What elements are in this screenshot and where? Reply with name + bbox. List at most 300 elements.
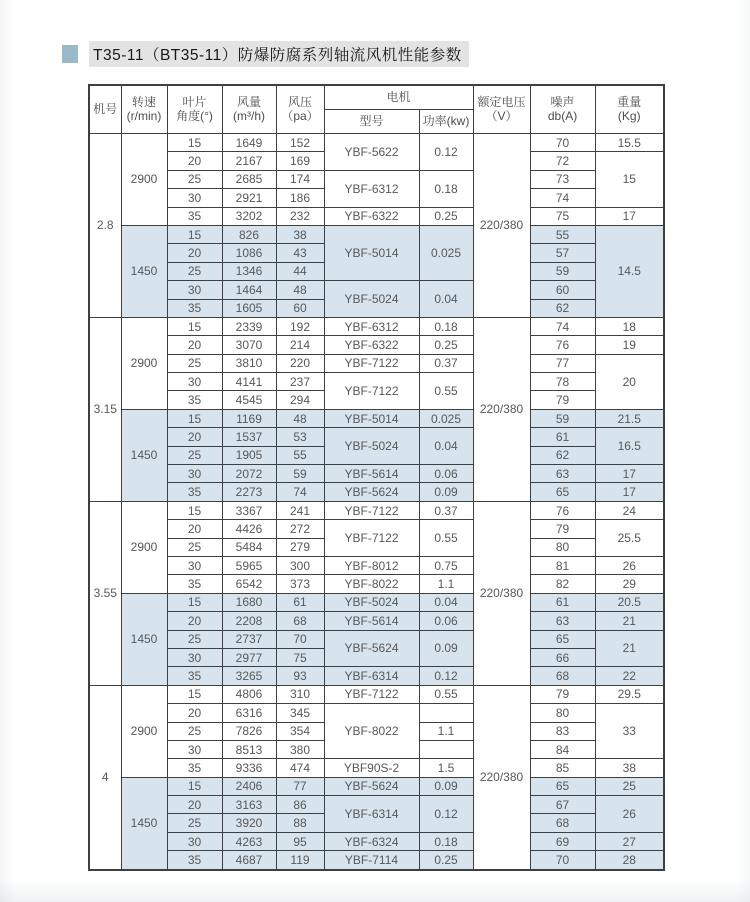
- cell-air-pressure: 55: [276, 446, 324, 464]
- cell-blade-angle: 20: [167, 612, 222, 630]
- cell-weight: 26: [595, 796, 664, 833]
- cell-weight: 16.5: [595, 428, 664, 465]
- cell-blade-angle: 30: [167, 373, 222, 391]
- cell-weight: 17: [595, 483, 664, 501]
- cell-blade-angle: 20: [167, 704, 222, 722]
- cell-air-volume: 3070: [222, 336, 276, 354]
- cell-weight: 28: [595, 851, 664, 870]
- table-row: [89, 134, 664, 152]
- cell-air-volume: 5965: [222, 556, 276, 574]
- cell-speed: 2900: [121, 501, 167, 593]
- cell-noise: 72: [530, 152, 595, 170]
- cell-air-volume: 3920: [222, 814, 276, 832]
- cell-weight: 29.5: [595, 685, 664, 703]
- cell-air-pressure: 59: [276, 465, 324, 483]
- cell-weight: 20: [595, 354, 664, 409]
- cell-air-volume: 4141: [222, 373, 276, 391]
- cell-air-pressure: 93: [276, 667, 324, 685]
- cell-blade-angle: 15: [167, 685, 222, 703]
- cell-noise: 80: [530, 538, 595, 556]
- header-noise-line2: db(A): [547, 108, 578, 123]
- cell-noise: 82: [530, 575, 595, 593]
- table-row: [89, 685, 664, 703]
- cell-air-volume: 2339: [222, 317, 276, 335]
- cell-motor-power: 0.12: [419, 667, 473, 685]
- cell-motor-model: YBF-5624: [324, 630, 419, 667]
- header-weight-line1: 重量: [617, 94, 642, 109]
- cell-weight: 33: [595, 704, 664, 759]
- cell-air-volume: 4426: [222, 520, 276, 538]
- cell-air-volume: 7826: [222, 722, 276, 740]
- cell-air-volume: 3163: [222, 796, 276, 814]
- cell-air-pressure: 474: [276, 759, 324, 777]
- cell-noise: 61: [530, 593, 595, 611]
- cell-air-volume: 4806: [222, 685, 276, 703]
- table-row: [89, 336, 664, 354]
- cell-motor-power: [419, 704, 473, 722]
- cell-noise: 80: [530, 704, 595, 722]
- cell-weight: 38: [595, 759, 664, 777]
- cell-weight: 14.5: [595, 225, 664, 317]
- cell-motor-power: 0.25: [419, 851, 473, 870]
- cell-motor-model: YBF-8022: [324, 575, 419, 593]
- table-row: [89, 409, 664, 427]
- cell-air-volume: 2273: [222, 483, 276, 501]
- table-row: [89, 777, 664, 795]
- cell-noise: 70: [530, 851, 595, 870]
- cell-motor-model: YBF-8012: [324, 556, 419, 574]
- cell-air-pressure: 60: [276, 299, 324, 317]
- cell-motor-model: YBF-5614: [324, 612, 419, 630]
- cell-voltage: 220/380: [473, 317, 530, 501]
- table-row: [89, 759, 664, 777]
- cell-air-pressure: 373: [276, 575, 324, 593]
- cell-motor-model: YBF-5624: [324, 777, 419, 795]
- cell-motor-model: YBF-5014: [324, 409, 419, 427]
- cell-blade-angle: 30: [167, 281, 222, 299]
- cell-blade-angle: 35: [167, 391, 222, 409]
- cell-air-pressure: 53: [276, 428, 324, 446]
- cell-speed: 1450: [121, 225, 167, 317]
- cell-motor-power: 0.18: [419, 170, 473, 207]
- cell-blade-angle: 20: [167, 152, 222, 170]
- cell-blade-angle: 20: [167, 244, 222, 262]
- header-weight-line2: (Kg): [617, 108, 641, 123]
- cell-motor-power: 0.55: [419, 685, 473, 703]
- cell-noise: 63: [530, 465, 595, 483]
- cell-air-volume: 1605: [222, 299, 276, 317]
- table-row: [89, 667, 664, 685]
- header-voltage-line2: （V）: [485, 108, 518, 123]
- cell-air-volume: 2921: [222, 189, 276, 207]
- cell-blade-angle: 15: [167, 317, 222, 335]
- cell-air-volume: 3265: [222, 667, 276, 685]
- cell-air-volume: 9336: [222, 759, 276, 777]
- cell-noise: 74: [530, 189, 595, 207]
- cell-weight: 15.5: [595, 134, 664, 152]
- header-machine-no: 机号: [89, 85, 121, 134]
- cell-blade-angle: 30: [167, 465, 222, 483]
- table-row: [89, 483, 664, 501]
- table-row: [89, 465, 664, 483]
- cell-noise: 79: [530, 685, 595, 703]
- cell-air-pressure: 232: [276, 207, 324, 225]
- cell-noise: 83: [530, 722, 595, 740]
- cell-weight: 20.5: [595, 593, 664, 611]
- table-row: [89, 593, 664, 611]
- cell-motor-power: 0.37: [419, 354, 473, 372]
- cell-motor-power: 0.25: [419, 207, 473, 225]
- cell-air-pressure: 68: [276, 612, 324, 630]
- table-row: [89, 612, 664, 630]
- cell-motor-model: YBF90S-2: [324, 759, 419, 777]
- cell-motor-model: YBF-5024: [324, 281, 419, 318]
- cell-air-pressure: 88: [276, 814, 324, 832]
- header-pressure-line1: 风压: [287, 94, 312, 109]
- cell-air-volume: 6542: [222, 575, 276, 593]
- table-row: [89, 796, 664, 814]
- cell-air-pressure: 241: [276, 501, 324, 519]
- cell-air-volume: 2737: [222, 630, 276, 648]
- cell-motor-model: YBF-6322: [324, 336, 419, 354]
- cell-motor-power: 0.025: [419, 409, 473, 427]
- cell-blade-angle: 15: [167, 777, 222, 795]
- cell-air-volume: 826: [222, 225, 276, 243]
- cell-noise: 59: [530, 262, 595, 280]
- table-row: [89, 704, 664, 722]
- header-weight: [595, 85, 664, 134]
- cell-air-pressure: 310: [276, 685, 324, 703]
- table-row: [89, 851, 664, 870]
- cell-air-volume: 1086: [222, 244, 276, 262]
- cell-noise: 77: [530, 354, 595, 372]
- cell-air-volume: 2167: [222, 152, 276, 170]
- cell-noise: 61: [530, 428, 595, 446]
- cell-air-volume: 3202: [222, 207, 276, 225]
- cell-air-pressure: 345: [276, 704, 324, 722]
- header-air-pressure: [276, 85, 324, 134]
- header-voltage: [473, 85, 530, 134]
- cell-weight: 22: [595, 667, 664, 685]
- cell-motor-power: 0.75: [419, 556, 473, 574]
- cell-noise: 75: [530, 207, 595, 225]
- cell-motor-model: YBF-5014: [324, 225, 419, 280]
- fan-performance-table: [88, 84, 665, 871]
- header-voltage-line1: 额定电压: [477, 94, 526, 109]
- title-marker-icon: [62, 45, 78, 63]
- cell-air-pressure: 70: [276, 630, 324, 648]
- cell-voltage: 220/380: [473, 134, 530, 318]
- table-row: [89, 556, 664, 574]
- cell-blade-angle: 20: [167, 520, 222, 538]
- cell-blade-angle: 25: [167, 354, 222, 372]
- cell-blade-angle: 35: [167, 851, 222, 870]
- cell-air-volume: 4687: [222, 851, 276, 870]
- cell-motor-model: YBF-7122: [324, 685, 419, 703]
- cell-air-volume: 2977: [222, 648, 276, 666]
- cell-blade-angle: 25: [167, 538, 222, 556]
- cell-air-volume: 2406: [222, 777, 276, 795]
- header-blade-angle: [167, 85, 222, 134]
- cell-machine-no: 3.15: [89, 317, 121, 501]
- cell-air-pressure: 43: [276, 244, 324, 262]
- table-row: [89, 520, 664, 538]
- cell-air-pressure: 237: [276, 373, 324, 391]
- cell-motor-power: [419, 740, 473, 758]
- cell-air-pressure: 220: [276, 354, 324, 372]
- cell-motor-model: YBF-7122: [324, 520, 419, 557]
- cell-motor-power: 1.1: [419, 722, 473, 740]
- cell-air-volume: 1537: [222, 428, 276, 446]
- cell-blade-angle: 25: [167, 722, 222, 740]
- cell-air-pressure: 44: [276, 262, 324, 280]
- cell-air-pressure: 38: [276, 225, 324, 243]
- table-row: [89, 575, 664, 593]
- cell-weight: 15: [595, 152, 664, 207]
- cell-air-pressure: 77: [276, 777, 324, 795]
- table-row: [89, 225, 664, 243]
- cell-blade-angle: 15: [167, 409, 222, 427]
- cell-blade-angle: 30: [167, 832, 222, 850]
- cell-noise: 81: [530, 556, 595, 574]
- cell-blade-angle: 25: [167, 814, 222, 832]
- header-noise-line1: 噪声: [550, 94, 575, 109]
- table-row: [89, 354, 664, 372]
- cell-motor-power: 0.025: [419, 225, 473, 280]
- cell-noise: 84: [530, 740, 595, 758]
- cell-noise: 85: [530, 759, 595, 777]
- cell-air-pressure: 192: [276, 317, 324, 335]
- cell-air-pressure: 272: [276, 520, 324, 538]
- cell-air-volume: 6316: [222, 704, 276, 722]
- cell-air-pressure: 74: [276, 483, 324, 501]
- cell-air-pressure: 48: [276, 409, 324, 427]
- cell-weight: 27: [595, 832, 664, 850]
- cell-motor-model: YBF-6314: [324, 667, 419, 685]
- cell-machine-no: 3.55: [89, 501, 121, 685]
- header-angle-line1: 叶片: [182, 94, 207, 109]
- cell-blade-angle: 25: [167, 262, 222, 280]
- cell-motor-power: 0.37: [419, 501, 473, 519]
- cell-motor-power: 0.04: [419, 281, 473, 318]
- table-row: [89, 373, 664, 391]
- cell-motor-model: YBF-7114: [324, 851, 419, 870]
- cell-motor-power: 0.09: [419, 630, 473, 667]
- cell-noise: 79: [530, 391, 595, 409]
- header-motor: 电机: [324, 85, 473, 110]
- header-air-volume: [222, 85, 276, 134]
- cell-blade-angle: 35: [167, 483, 222, 501]
- cell-motor-model: YBF-5622: [324, 134, 419, 171]
- cell-air-pressure: 75: [276, 648, 324, 666]
- cell-motor-model: YBF-7122: [324, 373, 419, 410]
- cell-motor-power: 0.06: [419, 612, 473, 630]
- cell-air-volume: 1680: [222, 593, 276, 611]
- cell-blade-angle: 30: [167, 648, 222, 666]
- cell-machine-no: 2.8: [89, 134, 121, 318]
- cell-blade-angle: 35: [167, 299, 222, 317]
- cell-voltage: 220/380: [473, 501, 530, 685]
- cell-noise: 76: [530, 501, 595, 519]
- cell-speed: 1450: [121, 409, 167, 501]
- cell-blade-angle: 20: [167, 336, 222, 354]
- cell-blade-angle: 15: [167, 501, 222, 519]
- cell-air-volume: 2208: [222, 612, 276, 630]
- cell-motor-power: 1.1: [419, 575, 473, 593]
- cell-air-pressure: 169: [276, 152, 324, 170]
- cell-air-pressure: 354: [276, 722, 324, 740]
- cell-noise: 74: [530, 317, 595, 335]
- cell-motor-model: YBF-5024: [324, 428, 419, 465]
- cell-air-volume: 4263: [222, 832, 276, 850]
- cell-blade-angle: 30: [167, 556, 222, 574]
- table-row: [89, 428, 664, 446]
- cell-noise: 55: [530, 225, 595, 243]
- cell-motor-power: 0.09: [419, 483, 473, 501]
- cell-noise: 62: [530, 299, 595, 317]
- cell-air-volume: 1649: [222, 134, 276, 152]
- cell-blade-angle: 15: [167, 134, 222, 152]
- cell-weight: 21: [595, 612, 664, 630]
- cell-air-volume: 1464: [222, 281, 276, 299]
- cell-weight: 29: [595, 575, 664, 593]
- cell-weight: 19: [595, 336, 664, 354]
- cell-noise: 65: [530, 630, 595, 648]
- cell-noise: 68: [530, 667, 595, 685]
- cell-weight: 18: [595, 317, 664, 335]
- cell-air-volume: 5484: [222, 538, 276, 556]
- cell-blade-angle: 15: [167, 225, 222, 243]
- cell-motor-power: 0.55: [419, 373, 473, 410]
- cell-blade-angle: 35: [167, 575, 222, 593]
- cell-air-pressure: 294: [276, 391, 324, 409]
- cell-speed: 1450: [121, 593, 167, 685]
- cell-noise: 59: [530, 409, 595, 427]
- cell-air-pressure: 380: [276, 740, 324, 758]
- cell-motor-power: 0.04: [419, 428, 473, 465]
- cell-air-pressure: 95: [276, 832, 324, 850]
- cell-noise: 65: [530, 483, 595, 501]
- cell-motor-power: 0.18: [419, 832, 473, 850]
- cell-air-volume: 3367: [222, 501, 276, 519]
- header-motor-model: 型号: [324, 110, 419, 134]
- cell-noise: 73: [530, 170, 595, 188]
- cell-motor-power: 0.12: [419, 134, 473, 171]
- cell-motor-model: YBF-5024: [324, 593, 419, 611]
- cell-air-volume: 1169: [222, 409, 276, 427]
- cell-blade-angle: 15: [167, 593, 222, 611]
- header-speed-line2: (r/min): [126, 108, 162, 123]
- cell-weight: 21.5: [595, 409, 664, 427]
- cell-weight: 17: [595, 207, 664, 225]
- cell-noise: 78: [530, 373, 595, 391]
- cell-blade-angle: 35: [167, 207, 222, 225]
- cell-noise: 66: [530, 648, 595, 666]
- cell-speed: 2900: [121, 685, 167, 777]
- cell-air-volume: 1905: [222, 446, 276, 464]
- cell-blade-angle: 30: [167, 740, 222, 758]
- cell-motor-power: 0.18: [419, 317, 473, 335]
- cell-noise: 63: [530, 612, 595, 630]
- cell-motor-power: 1.5: [419, 759, 473, 777]
- cell-air-pressure: 300: [276, 556, 324, 574]
- cell-air-pressure: 48: [276, 281, 324, 299]
- cell-noise: 57: [530, 244, 595, 262]
- header-speed-line1: 转速: [131, 94, 156, 109]
- header-angle-line2: 角度(°): [176, 108, 213, 123]
- cell-air-pressure: 279: [276, 538, 324, 556]
- cell-air-volume: 2685: [222, 170, 276, 188]
- page-title: T35-11（BT35-11）防爆防腐系列轴流风机性能参数: [89, 41, 469, 67]
- cell-weight: 21: [595, 630, 664, 667]
- cell-air-pressure: 186: [276, 189, 324, 207]
- cell-noise: 67: [530, 796, 595, 814]
- cell-blade-angle: 25: [167, 630, 222, 648]
- table-header: [89, 85, 664, 134]
- cell-voltage: 220/380: [473, 685, 530, 869]
- cell-motor-model: YBF-5614: [324, 465, 419, 483]
- cell-air-pressure: 119: [276, 851, 324, 870]
- cell-motor-model: YBF-7122: [324, 501, 419, 519]
- cell-air-volume: 1346: [222, 262, 276, 280]
- table-row: [89, 501, 664, 519]
- cell-air-pressure: 214: [276, 336, 324, 354]
- cell-motor-model: YBF-6312: [324, 317, 419, 335]
- cell-air-volume: 3810: [222, 354, 276, 372]
- cell-motor-model: YBF-7122: [324, 354, 419, 372]
- cell-blade-angle: 20: [167, 796, 222, 814]
- cell-noise: 76: [530, 336, 595, 354]
- cell-noise: 70: [530, 134, 595, 152]
- cell-weight: 26: [595, 556, 664, 574]
- cell-noise: 68: [530, 814, 595, 832]
- cell-speed: 1450: [121, 777, 167, 869]
- cell-air-volume: 2072: [222, 465, 276, 483]
- header-noise: [530, 85, 595, 134]
- cell-air-volume: 4545: [222, 391, 276, 409]
- cell-motor-model: YBF-6314: [324, 796, 419, 833]
- cell-noise: 69: [530, 832, 595, 850]
- cell-speed: 2900: [121, 317, 167, 409]
- header-speed: [121, 85, 167, 134]
- header-pressure-line2: （pa）: [281, 108, 319, 123]
- cell-motor-model: YBF-6324: [324, 832, 419, 850]
- header-volume-line1: 风量: [236, 94, 261, 109]
- cell-blade-angle: 25: [167, 170, 222, 188]
- cell-motor-model: YBF-6312: [324, 170, 419, 207]
- header-row-1: [89, 85, 664, 110]
- cell-motor-power: 0.09: [419, 777, 473, 795]
- header-volume-line2: (m³/h): [233, 108, 265, 123]
- cell-blade-angle: 30: [167, 189, 222, 207]
- cell-weight: 17: [595, 465, 664, 483]
- cell-motor-power: 0.04: [419, 593, 473, 611]
- cell-motor-power: 0.06: [419, 465, 473, 483]
- table-row: [89, 170, 664, 188]
- cell-noise: 79: [530, 520, 595, 538]
- cell-speed: 2900: [121, 134, 167, 226]
- cell-weight: 24: [595, 501, 664, 519]
- table-row: [89, 317, 664, 335]
- cell-motor-power: 0.25: [419, 336, 473, 354]
- cell-noise: 62: [530, 446, 595, 464]
- cell-motor-power: 0.55: [419, 520, 473, 557]
- cell-air-volume: 8513: [222, 740, 276, 758]
- cell-air-pressure: 86: [276, 796, 324, 814]
- cell-noise: 60: [530, 281, 595, 299]
- table-body: [89, 134, 664, 870]
- cell-motor-model: YBF-6322: [324, 207, 419, 225]
